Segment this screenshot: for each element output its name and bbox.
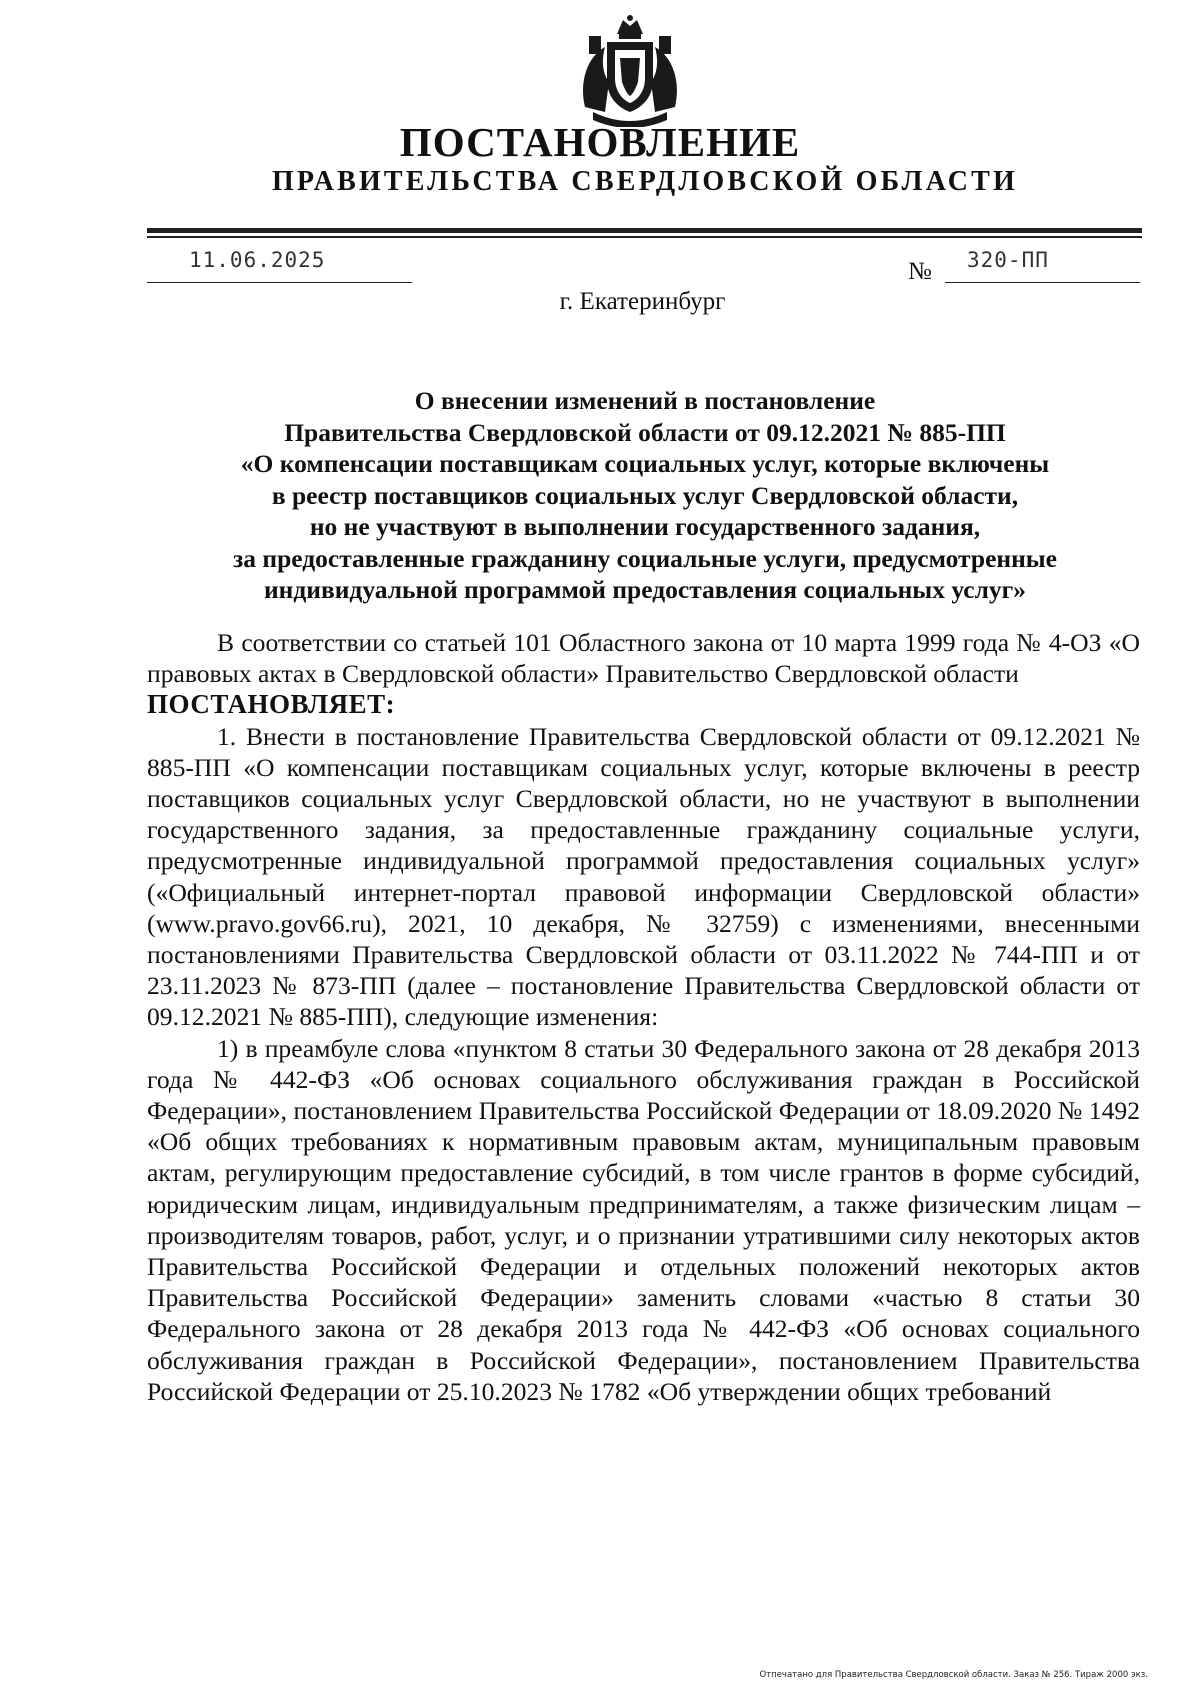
document-number: 320-ПП [967,248,1049,272]
subject-line: О внесении изменений в постановление [414,386,876,415]
print-note: Отпечатано для Правительства Свердловской области. Заказ № 256. Тираж 2000 экз. [759,1670,1148,1680]
subject-line: индивидуальной программой предоставления социальных услуг» [263,575,1027,604]
resolves-heading: ПОСТАНОВЛЯЕТ: [147,689,396,720]
number-field [945,248,1140,283]
item-1-paragraph: 1. Внести в постановление Правительства Свердловской области от 09.12.2021 № 885-ПП «О компенсации поставщикам социальных услуг, которые включены в реестр поставщиков социальных услуг Свердловской области, но не участвуют в выполнении государственного задания, за предоставленные гражданину социальные услуги, предусмотренные индивидуальной программой предоставления социальных услуг» («Официальный интернет-портал правовой информации Свердловской области» (www.pravo.gov66.ru), 2021, 10 декабря, № 32759) с изменениями, внесенными постановлениями Правительства Свердловской области от 03.11.2022 № 744-ПП и от 23.11.2023 № 873-ПП (далее – постановление Правительства Свердловской области от 09.12.2021 № 885-ПП), следующие изменения: [147,721,1140,1032]
document-type-title: ПОСТАНОВЛЕНИЕ [399,119,801,165]
document-subject-title [145,385,1145,606]
preamble-paragraph: В соответствии со статьей 101 Областного закона от 10 марта 1999 года № 4-ОЗ «О правовых актах в Свердловской области» Правительство Свердловской области [147,628,1140,689]
city-of-issue: г. Екатеринбург [559,288,726,315]
subject-line: но не участвуют в выполнении государственного задания, [309,512,981,541]
subject-line: в реестр поставщиков социальных услуг Свердловской области, [271,480,1019,510]
header-rule-thin [147,236,1142,238]
sverdlovsk-coat-of-arms-icon [575,12,685,127]
date-field [147,248,412,283]
subitem-1-paragraph: 1) в преамбуле слова «пунктом 8 статьи 30 Федерального закона от 28 декабря 2013 года № 442-ФЗ «Об основах социального обслуживания граждан в Российской Федерации», постановлением Правительства Российской Федерации от 18.09.2020 № 1492 «Об общих требованиях к нормативным правовым актам, муниципальным правовым актам, регулирующим предоставление субсидий, в том числе грантов в форме субсидий, юридическим лицам, индивидуальным предпринимателям, а также физическим лицам – производителям товаров, работ, услуг, и о признании утратившими силу некоторых актов Правительства Российской Федерации и отдельных положений некоторых актов Правительства Российской Федерации» заменить словами «частью 8 статьи 30 Федерального закона от 28 декабря 2013 года № 442-ФЗ «Об основах социального обслуживания граждан в Российской Федерации», постановлением Правительства Российской Федерации от 25.10.2023 № 1782 «Об утверждении общих требований [147,1033,1140,1406]
header-rule-thick [147,228,1142,233]
issuing-authority: ПРАВИТЕЛЬСТВА СВЕРДЛОВСКОЙ ОБЛАСТИ [271,166,1019,197]
document-body [147,627,1140,1407]
document-date: 11.06.2025 [189,248,326,272]
subject-line: за предоставленные гражданину социальные услуги, предусмотренные [233,543,1057,573]
subject-line: Правительства Свердловской области от 09.12.2021 № 885-ПП [284,417,1006,447]
number-sign: № [908,258,932,285]
subject-line: «О компенсации поставщикам социальных услуг, которые включены [240,449,1050,478]
